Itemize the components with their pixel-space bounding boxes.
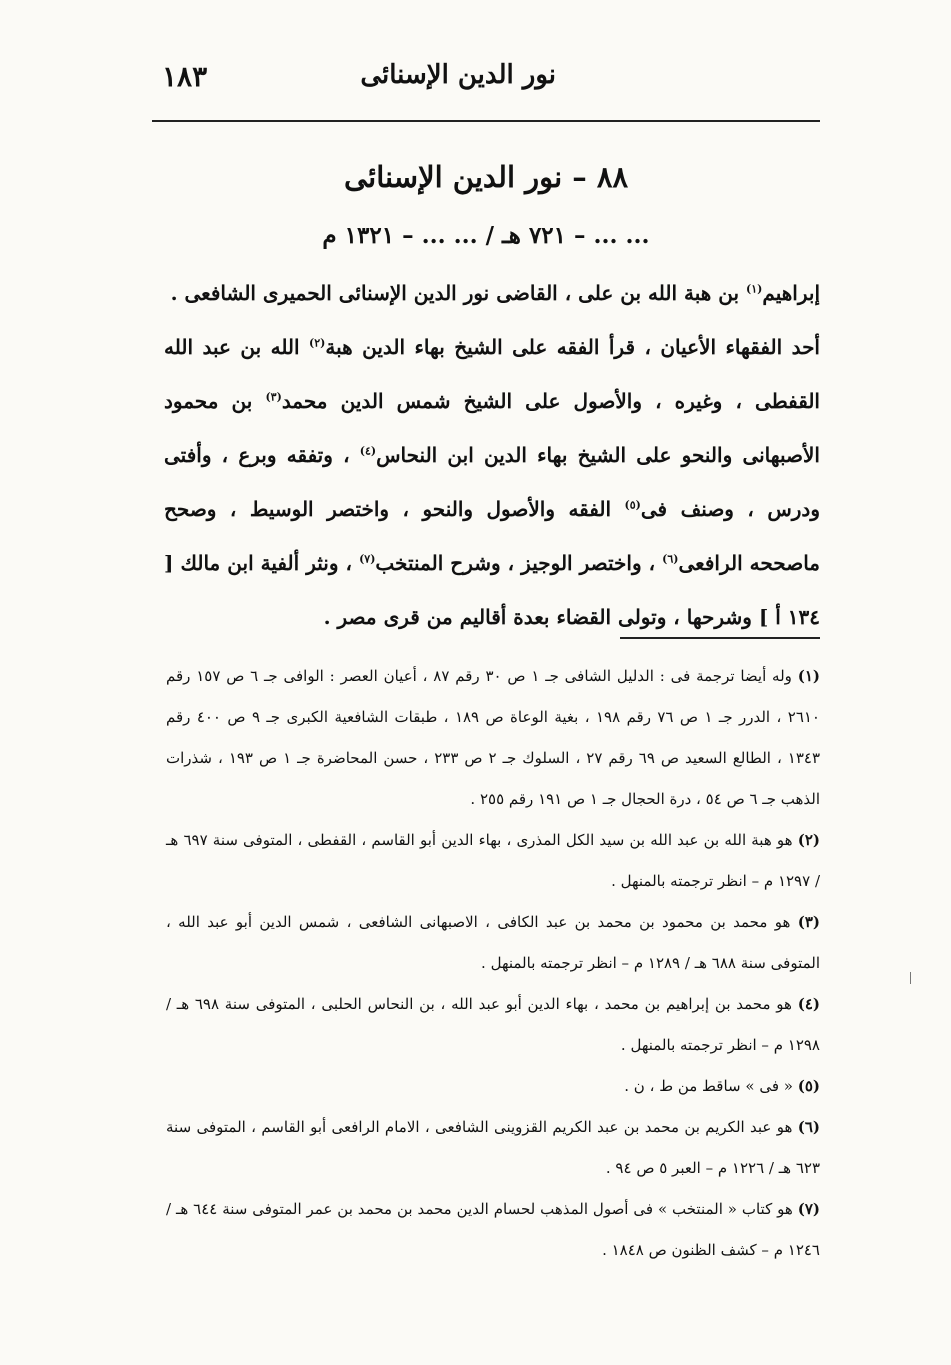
entry-title: ٨٨ – نور الدين الإسنائى: [343, 160, 629, 194]
footnote-number: (٧): [797, 1200, 820, 1218]
margin-mark: [910, 972, 911, 984]
text-segment: إبراهيم: [762, 281, 820, 305]
footnote-number: (١): [797, 667, 821, 685]
footnote-marker[interactable]: (٧): [359, 552, 376, 566]
footnote: [166, 1107, 820, 1189]
running-header: [150, 52, 822, 112]
footnote-marker[interactable]: (٥): [624, 498, 641, 512]
footnote-marker[interactable]: (٣): [265, 390, 282, 404]
footnote-text: وله أيضا ترجمة فى : الدليل الشافى جـ ١ ص ٣٠ رقم ٨٧ ، أعيان العصر : الوافى جـ ٦ ص ١٥٧ رقم ٢٦١٠ ، الدرر جـ ١ ص ٧٦ رقم ١٩٨ ، بغية الوعاة ص ١٨٩ ، طبقات الشافعية الكبرى جـ ٩ ص ٤٠٠ رقم ١٣٤٣ ، الطالع السعيد ص ٦٩ رقم ٢٧ ، السلوك جـ ٢ ص ٢٣٣ ، حسن المحاضرة جـ ١ ص ١٩٣ ، شذرات الذهب جـ ٦ ص ٥٤ ، درة الحجال جـ ١ ص ١٩١ رقم ٢٥٥ .: [166, 667, 821, 808]
text-segment: الفقه والأصول والنحو ، واختصر الوسيط ، وصحح ماصححه الرافعى: [164, 497, 821, 575]
footnote: [166, 984, 820, 1066]
footnote-number: (٤): [797, 995, 820, 1013]
footnote-marker[interactable]: (٢): [309, 336, 326, 350]
footnote-number: (٥): [797, 1077, 820, 1095]
footnotes: [166, 656, 820, 1271]
footnote: [166, 820, 820, 902]
footnote-number: (٢): [797, 831, 820, 849]
biography-text: [164, 266, 820, 644]
footnote-text: هو هبة الله بن عبد الله بن سيد الكل المذرى ، بهاء الدين أبو القاسم ، القفطى ، المتوفى سنة ٦٩٧ هـ / ١٢٩٧ م – انظر ترجمته بالمنهل .: [166, 831, 820, 890]
text-segment: بن محمود الأصبهانى والنحو على الشيخ بهاء الدين ابن النحاس: [164, 389, 820, 467]
footnote-rule: [620, 637, 820, 639]
entry-dates: ... ... – ٧٢١ هـ / ... ... – ١٣٢١ م: [322, 222, 650, 249]
text-segment: ، وتفقه وبرع ، وأفتى ودرس ، وصنف فى: [164, 443, 820, 521]
footnote-number: (٦): [797, 1118, 820, 1136]
footnote-text: هو محمد بن محمود بن محمد بن عبد الكافى ، الاصبهانى الشافعى ، شمس الدين أبو عبد الله ، المتوفى سنة ٦٨٨ هـ / ١٢٨٩ م – انظر ترجمته بالمنهل .: [166, 913, 820, 972]
page-number: ١٨٣: [162, 60, 208, 93]
footnote-number: (٣): [797, 913, 820, 931]
paragraph: [164, 266, 820, 320]
footnote-text: هو عبد الكريم بن محمد بن عبد الكريم القزوينى الشافعى ، الامام الرافعى أبو القاسم ، المتوفى سنة ٦٢٣ هـ / ١٢٢٦ م – العبر ٥ ص ٩٤ .: [166, 1118, 820, 1177]
text-segment: الله بن عبد الله القفطى ، وغيره ، والأصول على الشيخ شمس الدين محمد: [164, 335, 820, 413]
footnote-text: هو محمد بن إبراهيم بن محمد ، بهاء الدين أبو عبد الله ، بن النحاس الحلبى ، المتوفى سنة ٦٩٨ هـ / ١٢٩٨ م – انظر ترجمته بالمنهل .: [166, 995, 820, 1054]
footnote: [166, 656, 820, 820]
text-segment: أحد الفقهاء الأعيان ، قرأ الفقه على الشيخ بهاء الدين هبة: [325, 335, 820, 359]
paragraph: [164, 320, 820, 644]
footnote-marker[interactable]: (١): [746, 282, 763, 296]
footnote: [166, 902, 820, 984]
footnote: [166, 1189, 820, 1271]
text-segment: ، ونثر ألفية ابن مالك [ ١٣٤ أ ] وشرحها ، وتولى القضاء بعدة أقاليم من قرى مصر .: [164, 551, 820, 629]
footnote: [166, 1066, 820, 1107]
text-segment: بن هبة الله بن على ، القاضى نور الدين الإسنائى الحميرى الشافعى .: [170, 281, 747, 305]
footnote-marker[interactable]: (٤): [359, 444, 377, 458]
text-segment: ، واختصر الوجيز ، وشرح المنتخب: [375, 551, 663, 575]
header-rule: [152, 120, 820, 122]
footnote-marker[interactable]: (٦): [662, 552, 679, 566]
footnote-text: هو كتاب « المنتخب » فى أصول المذهب لحسام الدين محمد بن محمد بن عمر المتوفى سنة ٦٤٤ هـ / ١٢٤٦ م – كشف الظنون ص ١٨٤٨ .: [166, 1200, 820, 1259]
footnote-text: « فى » ساقط من ط ، ن .: [624, 1077, 793, 1095]
running-title: نور الدين الإسنائى: [360, 60, 556, 90]
